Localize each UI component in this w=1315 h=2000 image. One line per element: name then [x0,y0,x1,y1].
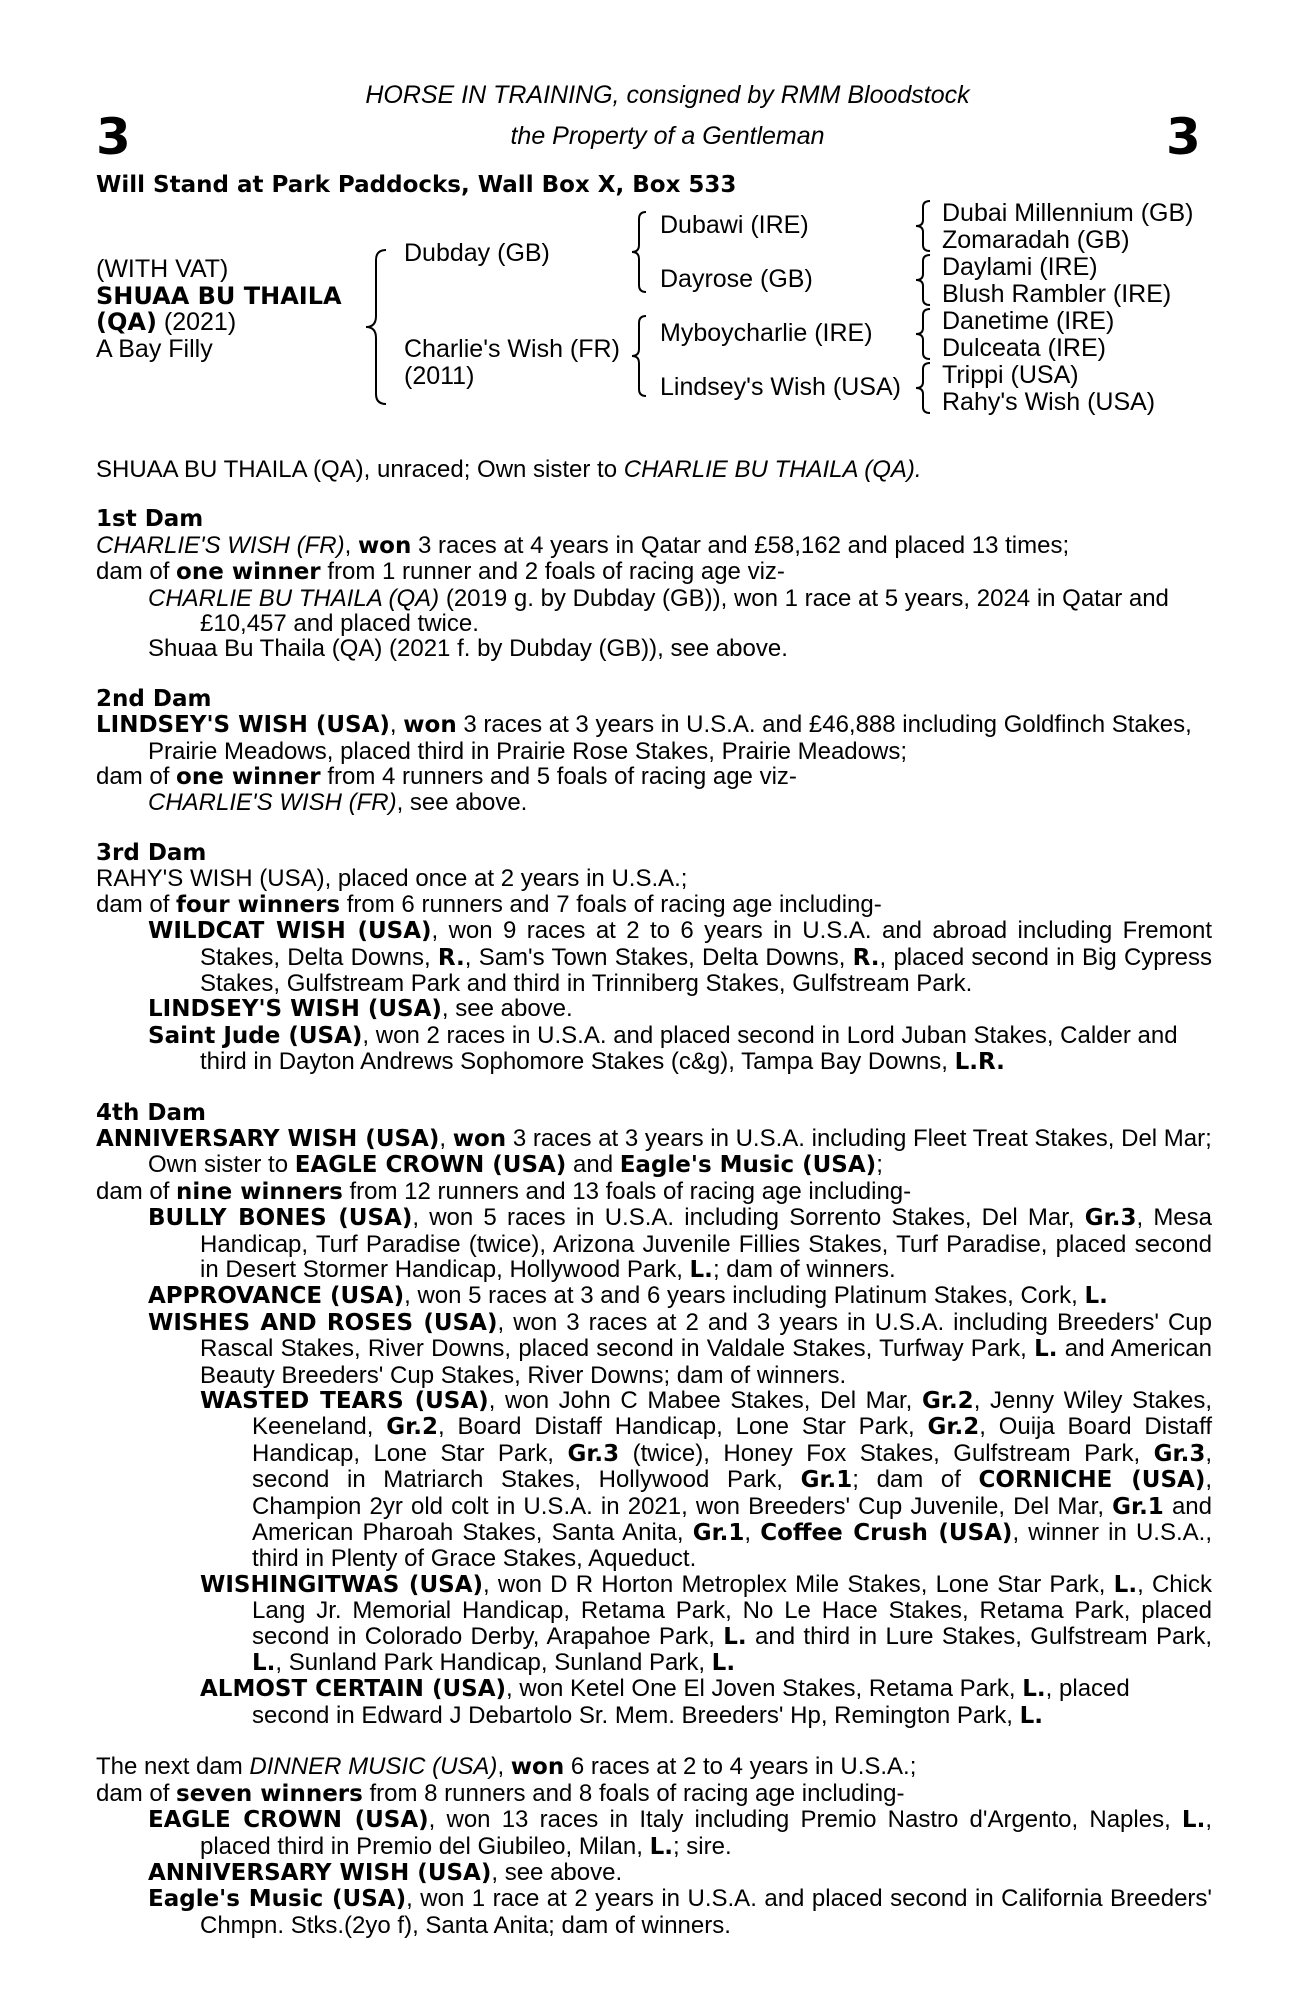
fourth-dam-record: ANNIVERSARY WISH (USA), won 3 races at 3 years in U.S.A. including Fleet Treat Stakes, Del Mar; Own sister to EAGLE CROWN (USA) and Eagle's Music (USA); [96,1124,1212,1179]
produce-entry: CHARLIE'S WISH (FR), see above. [148,789,528,817]
grand-produce-entry: ALMOST CERTAIN (USA), won Ketel One El Joven Stakes, Retama Park, L., placed second in Edward J Debartolo Sr. Mem. Breeders' Hp, Remington Park, L. [200,1675,1130,1729]
produce-entry: WISHES AND ROSES (USA), won 3 races at 2 and 3 years in U.S.A. including Breeders' Cup Rascal Stakes, River Downs, placed second in Valdale Stakes, Turfway Park, L. and American Beauty Breeders' Cup Stakes, River Downs; dam of winners. [148,1308,1213,1389]
second-dam-produce: dam of one winner from 4 runners and 5 foals of racing age viz- [96,763,797,791]
ggen-ancestor: Daylami (IRE) [942,253,1098,281]
produce-entry: BULLY BONES (USA), won 5 races in U.S.A. including Sorrento Stakes, Del Mar, Gr.3, Mesa Handicap, Turf Paradise (twice), Arizona Juvenile Fillies Stakes, Turf Paradise, placed second in Desert Stormer Handicap, Hollywood Park, L.; dam of winners. [148,1204,1213,1283]
catalogue-body [96,457,1212,1938]
vat-note: (WITH VAT) [96,255,229,283]
granddam-dam-side: Lindsey's Wish (USA) [660,373,901,401]
ggen-ancestor: Rahy's Wish (USA) [942,388,1156,416]
ggen-brace-1 [912,199,934,253]
produce-entry: Shuaa Bu Thaila (QA) (2021 f. by Dubday (GB)), see above. [148,635,788,663]
dam-line-brace [628,314,650,398]
horse-year: (2021) [163,308,237,336]
first-dam-record: CHARLIE'S WISH (FR), won 3 races at 4 years in Qatar and £58,162 and placed 13 times; [96,531,1070,559]
produce-entry: APPROVANCE (USA), won 5 races at 3 and 6 years including Platinum Stakes, Cork, L. [148,1282,1108,1310]
grand-produce-entry: WISHINGITWAS (USA), won D R Horton Metroplex Mile Stakes, Lone Star Park, L., Chick Lang Jr. Memorial Handicap, Retama Park, No Le Hace Stakes, Retama Park, placed second in Colorado Derby, Arapahoe Park, L. and third in Lure Stakes, Gulfstream Park, L., Sunland Park Handicap, Sunland Park, L. [200,1570,1212,1677]
ggen-ancestor: Trippi (USA) [942,361,1079,389]
horse-country: (QA) [96,308,157,336]
ggen-brace-2 [912,253,934,307]
sire-line-brace [628,210,650,294]
ggen-ancestor: Blush Rambler (IRE) [942,280,1172,308]
next-dam-record: The next dam DINNER MUSIC (USA), won 6 races at 2 to 4 years in U.S.A.; [96,1753,917,1781]
third-dam-heading: 3rd Dam [96,839,207,866]
sire: Dubday (GB) [404,239,550,267]
intro-line: SHUAA BU THAILA (QA), unraced; Own sister to CHARLIE BU THAILA (QA). [96,456,922,483]
third-dam-produce: dam of four winners from 6 runners and 7 foals of racing age including- [96,890,882,918]
lot-number-left: 3 [96,108,131,166]
ggen-ancestor: Danetime (IRE) [942,307,1115,335]
grandsire-sire-side: Dubawi (IRE) [660,211,809,239]
granddam-sire-side: Dayrose (GB) [660,265,813,293]
fourth-dam-produce: dam of nine winners from 12 runners and 13 foals of racing age including- [96,1177,912,1205]
lot-number-right: 3 [1166,108,1201,166]
property-line: the Property of a Gentleman [510,122,825,150]
produce-entry: LINDSEY'S WISH (USA), see above. [148,995,573,1023]
consignment-line: HORSE IN TRAINING, consigned by RMM Bloodstock [365,81,970,109]
produce-entry: WILDCAT WISH (USA), won 9 races at 2 to 6 years in U.S.A. and abroad including Fremont Stakes, Delta Downs, R., Sam's Town Stakes, Delta Downs, R., placed second in Big Cypress Stakes, Gulfstream Park and third in Trinniberg Stakes, Gulfstream Park. [148,917,1212,997]
dam-year: (2011) [404,362,475,390]
dam-name: Charlie's Wish (FR) [404,335,620,363]
horse-name: SHUAA BU THAILA [96,282,342,310]
ggen-brace-3 [912,307,934,361]
fourth-dam-heading: 4th Dam [96,1099,206,1126]
next-dam-produce: dam of seven winners from 8 runners and 8 foals of racing age including- [96,1779,905,1807]
ggen-brace-4 [912,361,934,415]
produce-entry: ANNIVERSARY WISH (USA), see above. [148,1858,623,1886]
horse-country-year [96,309,236,336]
second-dam-record: LINDSEY'S WISH (USA), won 3 races at 3 years in U.S.A. and £46,888 including Goldfinch Stakes, Prairie Meadows, placed third in Prairie Rose Stakes, Prairie Meadows; [96,711,1192,765]
grandsire-dam-side: Myboycharlie (IRE) [660,319,873,347]
horse-description: A Bay Filly [96,335,213,363]
produce-entry: Saint Jude (USA), won 2 races in U.S.A. and placed second in Lord Juban Stakes, Calder and third in Dayton Andrews Sophomore Stakes (c&g), Tampa Bay Downs, L.R. [148,1021,1178,1076]
produce-entry: Eagle's Music (USA), won 1 race at 2 years in U.S.A. and placed second in California Breeders' Chmpn. Stks.(2yo f), Santa Anita; dam of winners. [148,1885,1212,1939]
first-dam-heading: 1st Dam [96,506,204,533]
produce-entry: CHARLIE BU THAILA (QA) (2019 g. by Dubday (GB)), won 1 race at 5 years, 2024 in Qatar and £10,457 and placed twice. [148,584,1169,638]
grand-produce-entry: WASTED TEARS (USA), won John C Mabee Stakes, Del Mar, Gr.2, Jenny Wiley Stakes, Keeneland, Gr.2, Board Distaff Handicap, Lone Star Park, Gr.2, Ouija Board Distaff Handicap, Lone Star Park, Gr.3 (twice), Honey Fox Stakes, Gulfstream Park, Gr.3, second in Matriarch Stakes, Hollywood Park, Gr.1; dam of CORNICHE (USA), Champion 2yr old colt in U.S.A. in 2021, won Breeders' Cup Juvenile, Del Mar, Gr.1 and American Pharoah Stakes, Santa Anita, Gr.1, Coffee Crush (USA), winner in U.S.A., third in Plenty of Grace Stakes, Aqueduct. [200,1387,1213,1573]
produce-entry: EAGLE CROWN (USA), won 13 races in Italy including Premio Nastro d'Argento, Naples, L., placed third in Premio del Giubileo, Milan, L.; sire. [148,1806,1212,1860]
second-dam-heading: 2nd Dam [96,685,212,712]
stand-location: Will Stand at Park Paddocks, Wall Box X, Box 533 [96,172,737,198]
third-dam-record: RAHY'S WISH (USA), placed once at 2 years in U.S.A.; [96,865,688,893]
ggen-ancestor: Dubai Millennium (GB) [942,199,1194,227]
first-dam-produce: dam of one winner from 1 runner and 2 foals of racing age viz- [96,558,785,586]
sire-dam-brace [360,248,390,406]
ggen-ancestor: Dulceata (IRE) [942,334,1106,362]
ggen-ancestor: Zomaradah (GB) [942,226,1130,254]
